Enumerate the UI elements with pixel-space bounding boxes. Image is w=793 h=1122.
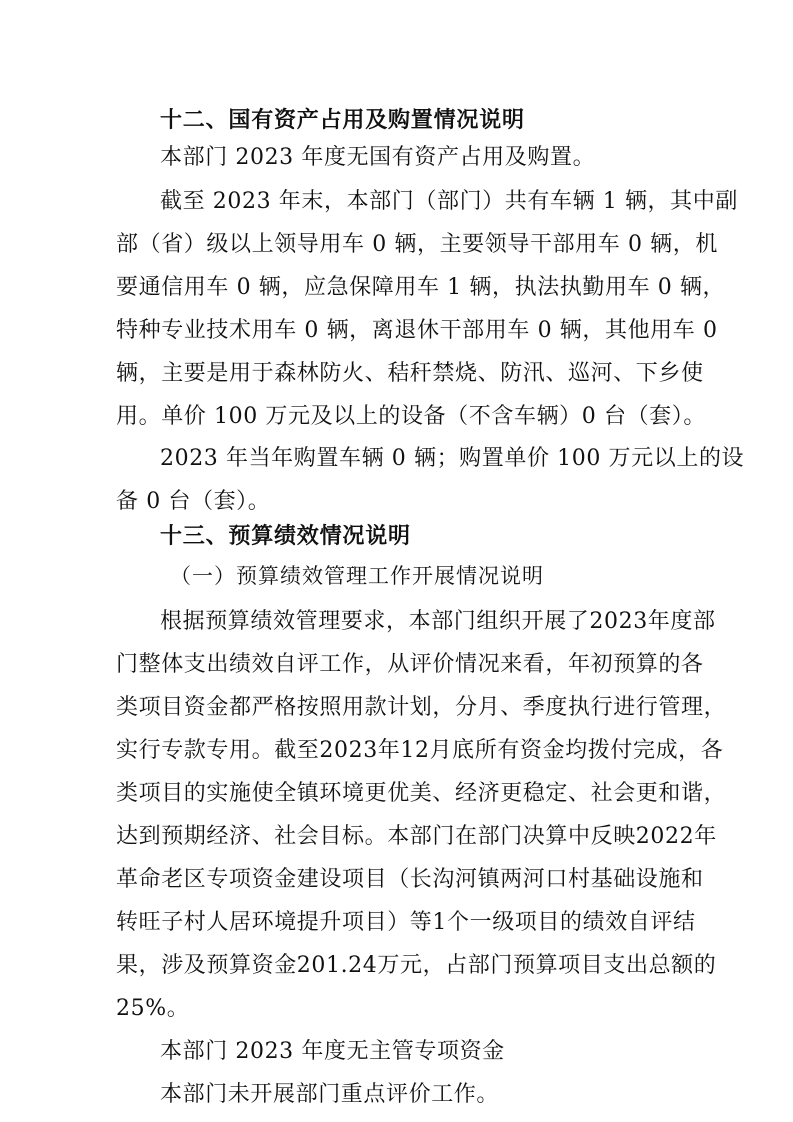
paragraph-vehicles-line: 特种专业技术用车 0 辆，离退休干部用车 0 辆，其他用车 0 xyxy=(116,318,718,343)
paragraph-purchases-line: 2023 年当年购置车辆 0 辆；购置单价 100 万元以上的设 xyxy=(160,446,745,471)
section-heading-13: 十三、预算绩效情况说明 xyxy=(160,524,411,549)
paragraph-performance-line: 类项目的实施使全镇环境更优美、经济更稳定、社会更和谐， xyxy=(116,781,727,806)
paragraph-vehicles-line: 用。单价 100 万元及以上的设备（不含车辆）0 台（套）。 xyxy=(116,404,706,429)
paragraph-performance-line: 实行专款专用。截至2023年12月底所有资金均拨付完成，各 xyxy=(116,738,724,763)
paragraph-performance-line: 果，涉及预算资金201.24万元，占部门预算项目支出总额的 xyxy=(116,953,717,978)
paragraph-vehicles-line: 辆，主要是用于森林防火、秸秆禁烧、防汛、巡河、下乡使 xyxy=(116,361,704,386)
paragraph-performance-line: 根据预算绩效管理要求，本部门组织开展了2023年度部 xyxy=(160,609,716,634)
paragraph-vehicles-line: 要通信用车 0 辆，应急保障用车 1 辆，执法执勤用车 0 辆， xyxy=(116,275,726,300)
paragraph-no-asset-use: 本部门 2023 年度无国有资产占用及购置。 xyxy=(160,145,596,170)
paragraph-no-key-evaluation: 本部门未开展部门重点评价工作。 xyxy=(160,1082,500,1107)
paragraph-purchases-line: 备 0 台（套）。 xyxy=(116,489,271,514)
paragraph-performance-line: 转旺子村人居环境提升项目）等1个一级项目的绩效自评结 xyxy=(116,910,696,935)
paragraph-no-special-funds: 本部门 2023 年度无主管专项资金 xyxy=(160,1039,505,1064)
paragraph-vehicles-line: 部（省）级以上领导用车 0 辆，主要领导干部用车 0 辆，机 xyxy=(116,232,718,257)
paragraph-performance-line: 类项目资金都严格按照用款计划，分月、季度执行进行管理， xyxy=(116,695,727,720)
paragraph-vehicles-line: 截至 2023 年末，本部门（部门）共有车辆 1 辆，其中副 xyxy=(160,189,738,214)
section-heading-12: 十二、国有资产占用及购置情况说明 xyxy=(160,108,525,133)
paragraph-performance-line: 25%。 xyxy=(116,996,190,1021)
paragraph-performance-line: 门整体支出绩效自评工作，从评价情况来看，年初预算的各 xyxy=(116,652,704,677)
subsection-heading-1: （一）预算绩效管理工作开展情况说明 xyxy=(170,564,544,588)
paragraph-performance-line: 革命老区专项资金建设项目（长沟河镇两河口村基础设施和 xyxy=(116,867,704,892)
paragraph-performance-line: 达到预期经济、社会目标。本部门在部门决算中反映2022年 xyxy=(116,824,717,849)
